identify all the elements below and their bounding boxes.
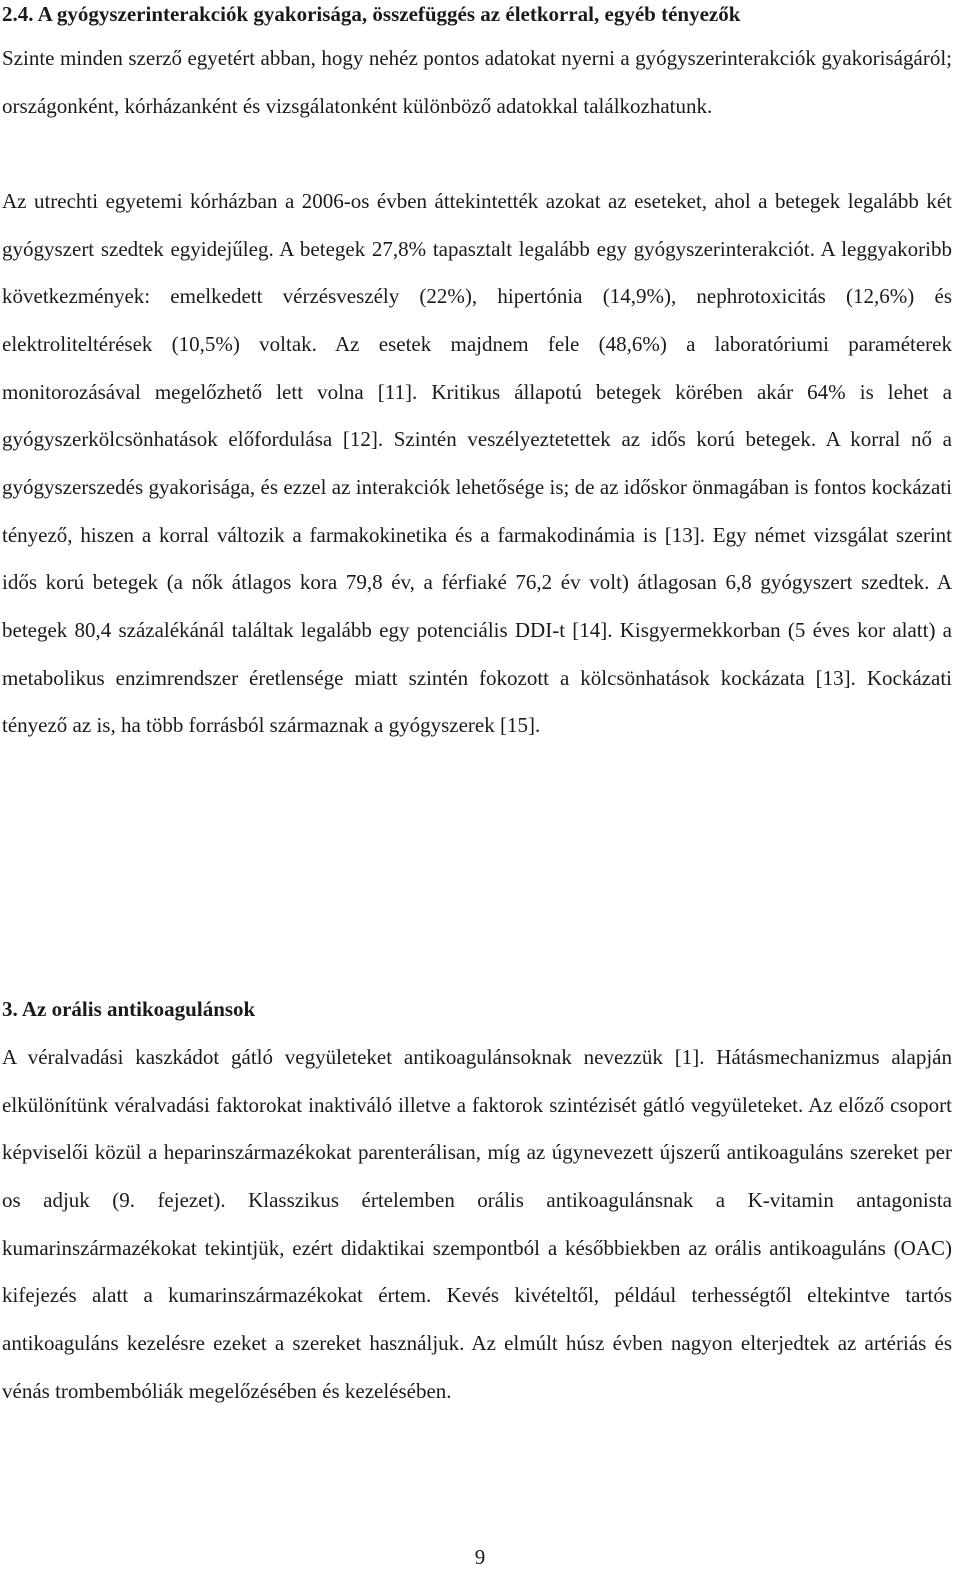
paragraph: Szinte minden szerző egyetért abban, hogy nehéz pontos adatokat nyerni a gyógyszerinterakciók gyakoriságáról; országonként, kórházanként és vizsgálatonként különböző adatokkal találkozhatunk. — [2, 46, 952, 118]
paragraph: A véralvadási kaszkádot gátló vegyületeket antikoagulánsoknak nevezzük [1]. Hátásmechanizmus alapján elkülönítünk véralvadási faktorokat inaktiváló illetve a faktorok szintézisét gátló vegyületeket. Az előző csoport képviselői közül a heparinszármazékokat parenterálisan, míg az úgynevezett újszerű antikoaguláns szereket per os adjuk (9. fejezet). Klasszikus értelemben orális antikoagulánsnak a K-vitamin antagonista kumarinszármazékokat tekintjük, ezért didaktikai szempontból a későbbiekben az orális antikoaguláns (OAC) kifejezés alatt a kumarinszármazékokat értem. Kevés kivételtől, például terhességtől eltekintve tartós antikoaguláns kezelésre ezeket a szereket használjuk. Az elmúlt húsz évben nagyon elterjedtek az artériás és vénás trombembóliák megelőzésében és kezelésében. — [2, 1045, 952, 1403]
paragraph: Az utrechti egyetemi kórházban a 2006-os évben áttekintették azokat az eseteket, ahol a betegek legalább két gyógyszert szedtek egyidejűleg. A betegek 27,8% tapasztalt legalább egy gyógyszerinterakciót. A leggyakoribb következmények: emelkedett vérzésveszély (22%), hipertónia (14,9%), nephrotoxicitás (12,6%) és elektroliteltérések (10,5%) voltak. Az esetek majdnem fele (48,6%) a laboratóriumi paraméterek monitorozásával megelőzhető lett volna [11]. Kritikus állapotú betegek körében akár 64% is lehet a gyógyszerkölcsönhatások előfordulása [12]. Szintén veszélyeztetettek az idős korú betegek. A korral nő a gyógyszerszedés gyakorisága, és ezzel az interakciók lehetősége is; de az időskor önmagában is fontos kockázati tényező, hiszen a korral változik a farmakokinetika és a farmakodinámia is [13]. Egy német vizsgálat szerint idős korú betegek (a nők átlagos kora 79,8 év, a férfiaké 76,2 év volt) átlagosan 6,8 gyógyszert szedtek. A betegek 80,4 százalékánál találtak legalább egy potenciális DDI-t [14]. Kisgyermekkorban (5 éves kor alatt) a metabolikus enzimrendszer éretlensége miatt szintén fokozott a kölcsönhatások kockázata [13]. Kockázati tényező az is, ha több forrásból származnak a gyógyszerek [15]. — [2, 189, 952, 738]
section-heading: 3. Az orális antikoagulánsok — [2, 997, 256, 1021]
section-heading: 2.4. A gyógyszerinterakciók gyakorisága, összefüggés az életkorral, egyéb tényezők — [2, 2, 741, 26]
page-number: 9 — [474, 1545, 486, 1569]
